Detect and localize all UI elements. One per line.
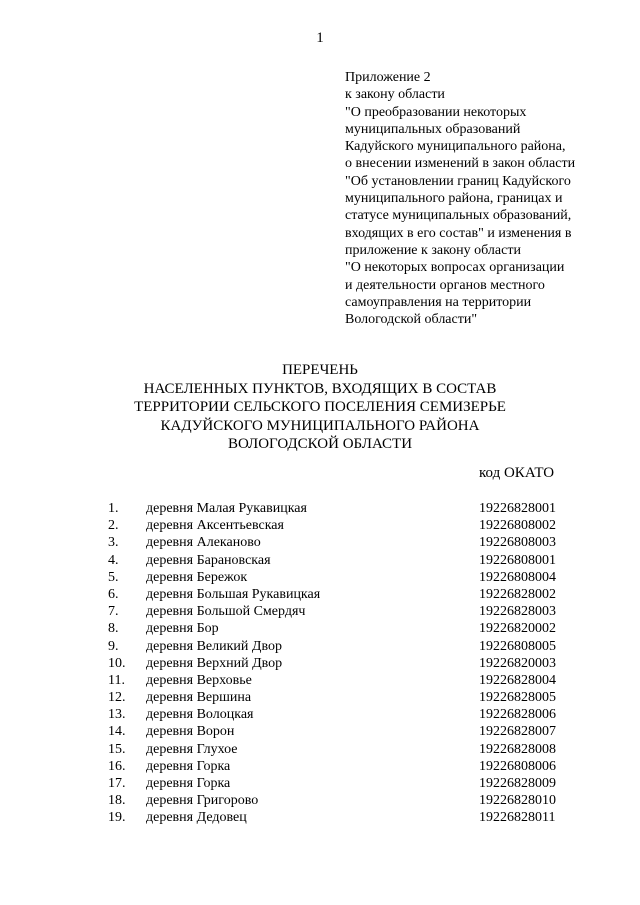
row-number: 1. (108, 501, 119, 516)
okato-code: 19226828001 (479, 501, 556, 516)
appendix-line: "О преобразовании некоторых (345, 104, 527, 120)
title-line: ПЕРЕЧЕНЬ (282, 362, 358, 378)
okato-code: 19226808006 (479, 758, 556, 774)
settlement-row (0, 603, 640, 620)
row-number: 15. (108, 741, 126, 757)
row-number: 11. (108, 672, 125, 688)
settlement-name: деревня Бережок (146, 569, 248, 585)
settlement-name: деревня Барановская (146, 552, 271, 568)
okato-code: 19226820003 (479, 655, 556, 671)
row-number: 17. (108, 776, 126, 791)
settlement-row (0, 534, 640, 551)
settlement-row (0, 569, 640, 586)
row-number: 10. (108, 655, 126, 671)
okato-code: 19226808004 (479, 569, 556, 585)
settlement-name: деревня Большая Рукавицкая (146, 586, 321, 602)
settlement-row (0, 638, 640, 655)
settlement-name: деревня Аксентьевская (146, 518, 284, 534)
appendix-line: и деятельности органов местного (345, 277, 545, 293)
title-line: ВОЛОГОДСКОЙ ОБЛАСТИ (227, 436, 413, 452)
okato-code: 19226808002 (479, 518, 556, 534)
page-number: 1 (316, 30, 324, 46)
row-number: 19. (108, 810, 126, 826)
settlement-row (0, 620, 640, 637)
settlement-name: деревня Великий Двор (146, 638, 282, 654)
appendix-line: о внесении изменений в закон области (345, 156, 576, 172)
row-number: 5. (108, 569, 119, 585)
appendix-line: Вологодской области" (345, 312, 478, 328)
okato-code: 19226828008 (479, 741, 556, 757)
row-number: 3. (108, 535, 119, 551)
settlement-name: деревня Горка (146, 776, 231, 791)
settlement-name: деревня Бор (146, 621, 219, 637)
appendix-line: Кадуйского муниципального района, (345, 139, 566, 155)
settlement-name: деревня Горка (146, 758, 231, 774)
settlement-name: деревня Алеканово (146, 535, 261, 551)
row-number: 2. (108, 518, 119, 534)
row-number: 4. (108, 552, 119, 568)
settlement-row (0, 775, 640, 792)
settlement-row (0, 723, 640, 740)
okato-code: 19226828005 (479, 690, 556, 706)
appendix-line: "О некоторых вопросах организации (345, 260, 565, 276)
settlement-row (0, 586, 640, 603)
appendix-line: входящих в его состав" и изменения в (345, 225, 572, 241)
settlement-list (0, 500, 640, 827)
settlement-row (0, 517, 640, 534)
okato-code: 19226828010 (479, 793, 556, 809)
okato-code: 19226808005 (479, 638, 556, 654)
appendix-line: к закону области (345, 87, 445, 103)
settlement-name: деревня Верховье (146, 672, 252, 688)
settlement-name: деревня Волоцкая (146, 707, 254, 723)
settlement-name: деревня Малая Рукавицкая (146, 501, 307, 516)
settlement-name: деревня Глухое (146, 741, 238, 757)
row-number: 9. (108, 638, 119, 654)
title-line: НАСЕЛЕННЫХ ПУНКТОВ, ВХОДЯЩИХ В СОСТАВ (143, 380, 497, 397)
settlement-name: деревня Дедовец (146, 810, 247, 826)
appendix-line: самоуправления на территории (345, 294, 532, 310)
settlement-row (0, 552, 640, 569)
settlement-row (0, 500, 640, 517)
settlement-row (0, 672, 640, 689)
settlement-name: деревня Григорово (146, 793, 259, 809)
okato-code: 19226828006 (479, 707, 556, 723)
row-number: 12. (108, 690, 126, 706)
row-number: 14. (108, 724, 126, 740)
row-number: 18. (108, 793, 126, 809)
okato-code: 19226808001 (479, 552, 556, 568)
appendix-header (345, 69, 635, 328)
okato-code: 19226828011 (479, 810, 556, 826)
row-number: 7. (108, 604, 119, 620)
settlement-row (0, 741, 640, 758)
appendix-line: статусе муниципальных образований, (345, 208, 572, 224)
appendix-line: Приложение 2 (345, 70, 431, 85)
settlement-row (0, 809, 640, 826)
settlement-row (0, 689, 640, 706)
appendix-line: муниципального района, границах и (345, 191, 563, 207)
row-number: 8. (108, 621, 119, 637)
settlement-row (0, 792, 640, 809)
row-number: 13. (108, 707, 126, 723)
settlement-row (0, 655, 640, 672)
appendix-line: "Об установлении границ Кадуйского (345, 173, 571, 189)
okato-code: 19226828009 (479, 776, 556, 791)
appendix-line: муниципальных образований (345, 121, 521, 137)
settlement-name: деревня Ворон (146, 724, 235, 740)
okato-code: 19226808003 (479, 535, 556, 551)
settlement-name: деревня Верхний Двор (146, 655, 283, 671)
title-line: ТЕРРИТОРИИ СЕЛЬСКОГО ПОСЕЛЕНИЯ СЕМИЗЕРЬЕ (134, 399, 506, 415)
settlement-row (0, 758, 640, 775)
appendix-line: приложение к закону области (345, 242, 521, 258)
row-number: 6. (108, 586, 119, 602)
settlement-name: деревня Вершина (146, 690, 252, 706)
okato-code: 19226828004 (479, 672, 556, 688)
settlement-row (0, 706, 640, 723)
okato-code: 19226828002 (479, 586, 556, 602)
okato-code: 19226820002 (479, 621, 556, 637)
okato-code: 19226828003 (479, 604, 556, 620)
document-title (0, 361, 640, 454)
settlement-name: деревня Большой Смердяч (146, 604, 306, 620)
title-line: КАДУЙСКОГО МУНИЦИПАЛЬНОГО РАЙОНА (160, 417, 480, 434)
okato-code: 19226828007 (479, 724, 556, 740)
okato-column-header: код ОКАТО (479, 465, 555, 481)
row-number: 16. (108, 758, 126, 774)
